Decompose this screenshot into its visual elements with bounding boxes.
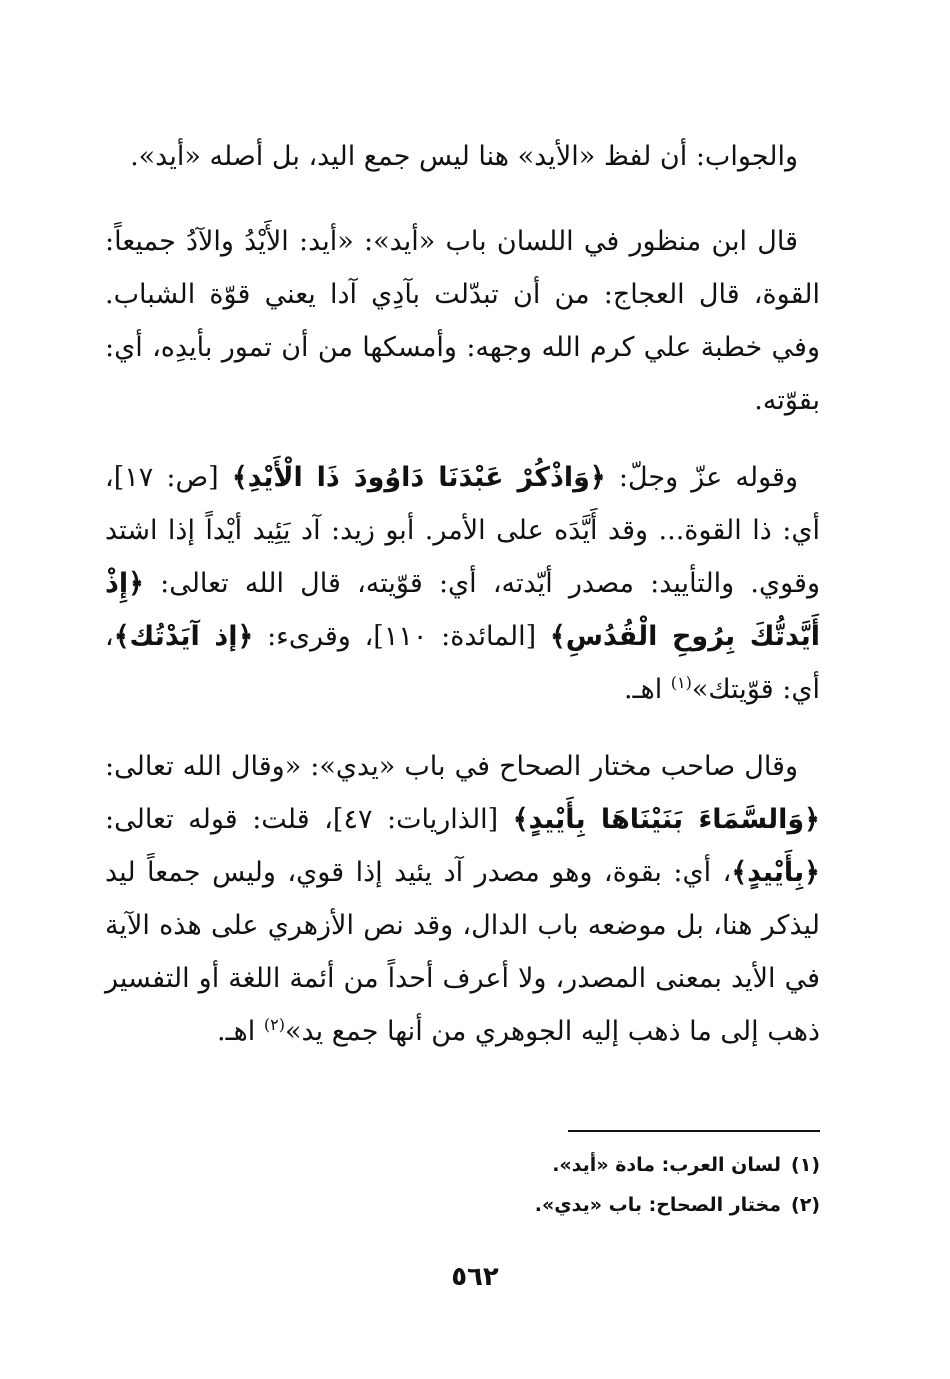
footnote-separator [568, 1130, 820, 1132]
footnote-text: مختار الصحاح: باب «يدي». [534, 1194, 782, 1216]
paragraph-ibn-manzur-text: قال ابن منظور في اللسان باب «أيد»: «أيد: الأَيْدُ والآدُ جميعاً: القوة، قال العجاج: من أن تبدّلت بآدِي آدا يعني قوّة الشباب. وفي خطبة علي كرم الله وجهه: وأمسكها من أن تمور بأيدِه، أي: بقوّته. [105, 226, 820, 416]
footnotes [300, 1145, 820, 1225]
quran-reading-variant: ﴿إذ آيَدْتُك﴾ [113, 621, 254, 652]
footnote-text: لسان العرب: مادة «أيد». [552, 1154, 782, 1176]
quran-verse-maidah-110: ﴿إِذْ أَيَّدتُّكَ بِرُوحِ الْقُدُسِ﴾ [105, 568, 820, 652]
quran-word-biayd: ﴿بِأَيْيدٍ﴾ [731, 857, 820, 888]
text-segment: اهـ. [217, 1016, 264, 1047]
footnote-number: (١) [791, 1154, 820, 1176]
footnote-2 [300, 1185, 820, 1225]
paragraph-answer-text: والجواب: أن لفظ «الأيد» هنا ليس جمع اليد، بل أصله «أيد». [130, 141, 798, 172]
paragraph-quran-verse-sad [105, 451, 820, 716]
text-segment: ، أي: بقوة، وهو مصدر آد يئيد إذا قوي، وليس جمعاً ليد ليذكر هنا، بل موضعه باب الدال، وقد نص الأزهري على هذه الآية في الأيد بمعنى المصدر، ولا أعرف أحداً من أئمة اللغة أو التفسير ذهب إلى ما ذهب إليه الجوهري من أنها جمع يد» [105, 857, 820, 1047]
text-segment: وقوله عزّ وجلّ: [605, 462, 798, 493]
page-number: ٥٦٢ [451, 1262, 499, 1292]
text-segment: وقال صاحب مختار الصحاح في باب «يدي»: «وقال الله تعالى: [105, 751, 798, 782]
text-segment: [ص: ١٧]، أي: ذا القوة... وقد أَيَّدَه على الأمر. أبو زيد: آد يَئِيد أيْداً إذا اشتد وقوي. والتأييد: مصدر أيّدته، أي: قوّيته، قال الله تعالى: [105, 462, 820, 599]
main-text [105, 130, 820, 1082]
paragraph-ibn-manzur [105, 215, 820, 427]
paragraph-answer [105, 130, 820, 183]
text-segment: [المائدة: ١١٠]، وقرىء: [253, 621, 550, 652]
quran-verse-dhariyat-47: ﴿وَالسَّمَاءَ بَنَيْنَاهَا بِأَيْيدٍ﴾ [512, 804, 820, 835]
footnote-1 [300, 1145, 820, 1185]
footnote-reference-2[interactable]: (٢) [263, 1015, 285, 1034]
text-segment: [الذاريات: ٤٧]، قلت: قوله تعالى: [105, 804, 513, 835]
paragraph-mukhtar-sihah [105, 740, 820, 1058]
quran-verse-sad-17: ﴿وَاذْكُرْ عَبْدَنَا دَاوُودَ ذَا الْأَيْدِ﴾ [231, 462, 606, 493]
text-segment: ، أي: قوّيتك» [105, 621, 820, 705]
text-segment: اهـ. [623, 674, 671, 705]
footnote-number: (٢) [791, 1194, 820, 1216]
footnote-reference-1[interactable]: (١) [670, 673, 692, 692]
